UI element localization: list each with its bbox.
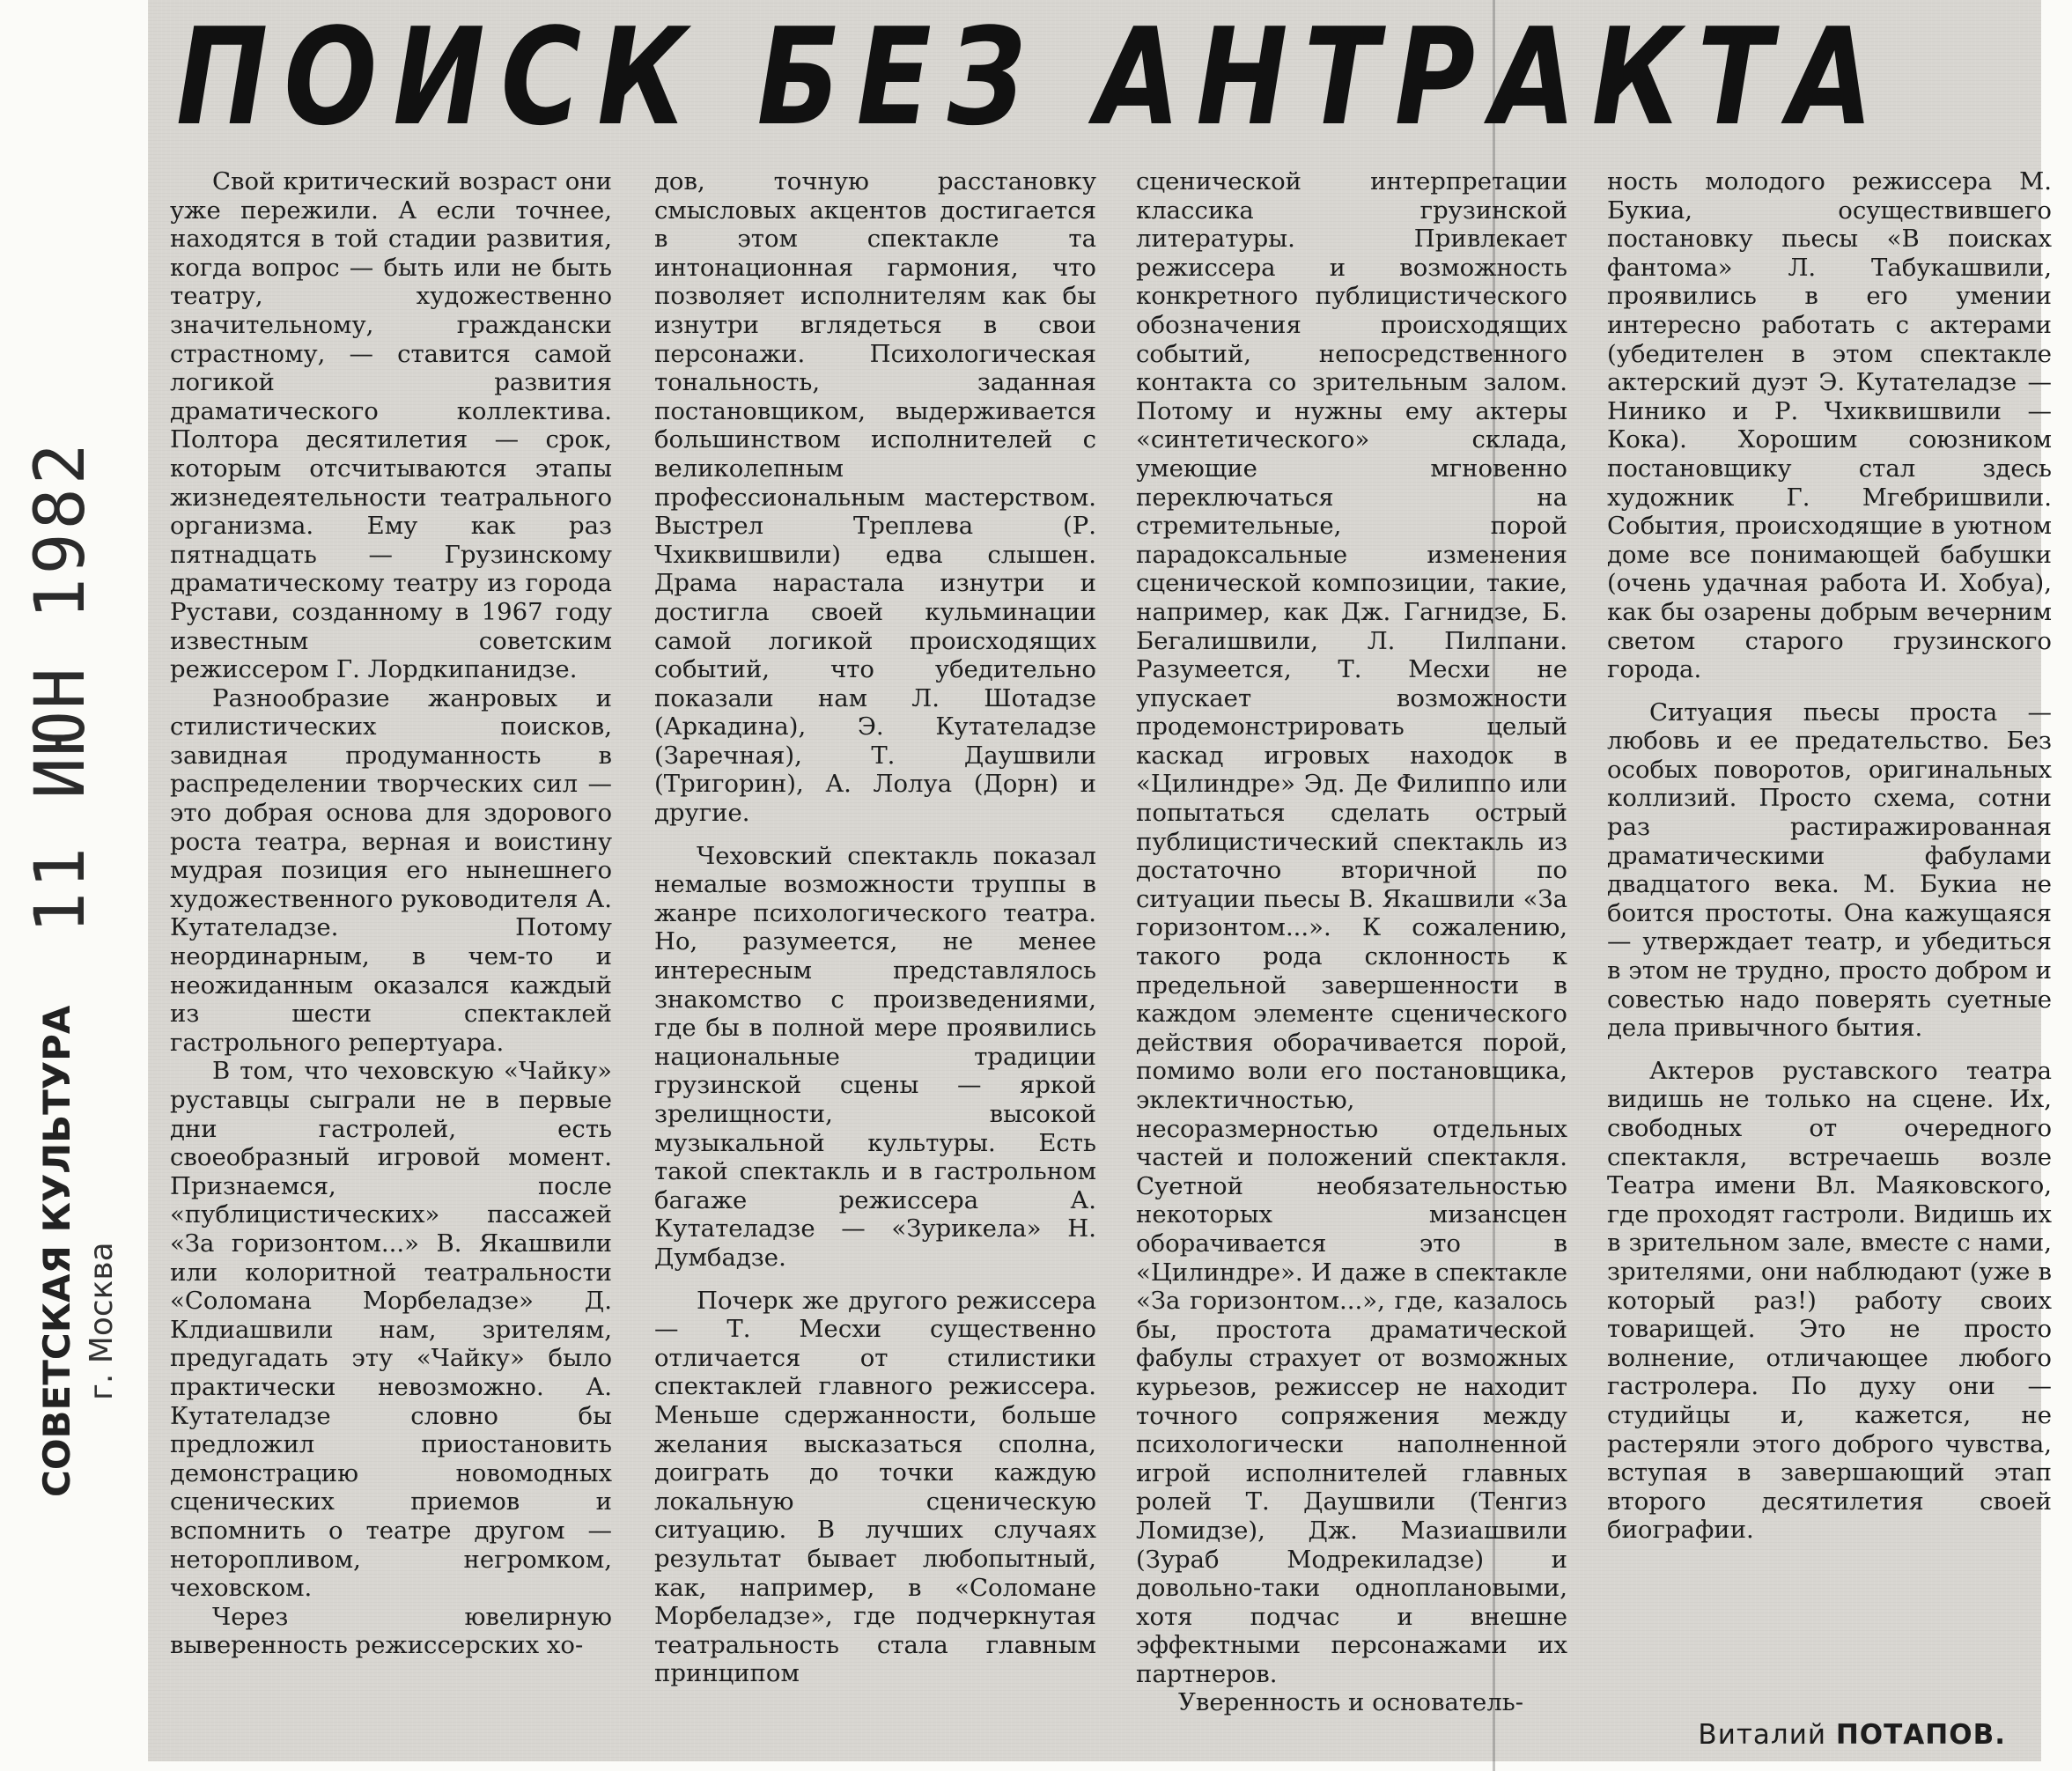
paragraph: Актеров руставского театра видишь не только на сцене. Их, свободных от очередного спектакля, встречаешь возле Театра имени Вл. Маяковского, где проходят гастроли. Видишь их в зрительном зале, вместе с нами, зрителями, они наблюдают (уже в который раз!) работу своих товарищей. Это не просто волнение, отличающее любого гастролера. По духу они — студийцы и, кажется, не растеряли этого доброго чувства, вступая в завершающий этап второго десятилетия своей биографии. xyxy=(1607,1056,2052,1545)
newspaper-name-stamp: СОВЕТСКАЯ КУЛЬТУРА xyxy=(35,1005,78,1497)
author-first-name: Виталий xyxy=(1698,1719,1826,1751)
author-surname: ПОТАПОВ. xyxy=(1835,1719,2006,1751)
article-headline: ПОИСК БЕЗ АНТРАКТА xyxy=(176,0,1890,155)
article-column-3 xyxy=(1136,167,1567,1717)
newspaper-city-stamp: г. Москва xyxy=(84,1242,120,1400)
paragraph: В том, что чеховскую «Чайку» руставцы сыграли не в первые дни гастролей, есть своеобразный игровой момент. Признаемся, после «публицистических» пассажей «За горизонтом...» В. Якашвили или колоритной театральности «Соломана Морбеладзе» Д. Клдиашвили нам, зрителям, предугадать эту «Чайку» было практически невозможно. А. Кутателадзе словно бы предложил приостановить демонстрацию новомодных сценических приемов и вспомнить о театре другом — неторопливом, негромком, чеховском. xyxy=(170,1057,612,1603)
paragraph: сценической интерпретации классика грузинской литературы. Привлекает режиссера и возможность конкретного публицистического обозначения происходящих событий, непосредственного контакта со зрительным залом. Потому и нужны ему актеры «синтетического» склада, умеющие мгновенно переключаться на стремительные, порой парадоксальные изменения сценической композиции, такие, например, как Дж. Гагнидзе, Б. Бегалишвили, Л. Пилпани. Разумеется, Т. Месхи не упускает возможности продемонстрировать целый каскад игровых находок в «Цилиндре» Эд. Де Филиппо или попытаться сделать острый публицистический спектакль из достаточно вторичной по ситуации пьесы В. Якашвили «За горизонтом...». К сожалению, такого рода склонность к предельной завершенности в каждом элементе сценического действия оборачивается порой, помимо воли его постановщика, эклектичностью, несоразмерностью отдельных частей и положений спектакля. Суетной необязательностью некоторых мизансцен оборачивается это в «Цилиндре». И даже в спектакле «За горизонтом...», где, казалось бы, простота драматической фабулы страхует от возможных курьезов, режиссер не находит точного сопряжения между психологически наполненной игрой исполнителей главных ролей Т. Даушвили (Тенгиз Ломидзе), Дж. Мазиашвили (Зураб Модрекиладзе) и довольно-таки одноплановыми, хотя подчас и внешне эффектными персонажами их партнеров. xyxy=(1136,167,1567,1688)
paragraph: Свой критический возраст они уже пережили. А если точнее, находятся в той стадии развития, когда вопрос — быть или не быть театру, художественно значительному, граждански страстному, — ставится самой логикой развития драматического коллектива. Полтора десятилетия — срок, которым отсчитываются этапы жизнедеятельности театрального организма. Ему как раз пятнадцать — Грузинскому драматическому театру из города Рустави, созданному в 1967 году известным советским режиссером Г. Лордкипанидзе. xyxy=(170,167,612,684)
article-column-2 xyxy=(654,167,1096,1688)
paragraph: ность молодого режиссера М. Букиа, осуществившего постановку пьесы «В поисках фантома» Л. Табукашвили, проявились в его умении интересно работать с актерами (убедителен в этом спектакле актерский дуэт Э. Кутателадзе — Нинико и Р. Чхиквишвили — Кока). Хорошим союзником постановщику стал здесь художник Г. Мгебришвили. События, происходящие в уютном доме все понимающей бабушки (очень удачная работа И. Хобуа), как бы озарены добрым вечерним светом старого грузинского города. xyxy=(1607,167,2052,684)
paragraph: Ситуация пьесы проста — любовь и ее предательство. Без особых поворотов, оригинальных коллизий. Просто схема, сотни раз растиражированная драматическими фабулами двадцатого века. М. Букиа не боится простоты. Она кажущаяся — утверждает театр, и убедиться в этом не трудно, просто добром и совестью надо поверять суетные дела привычного бытия. xyxy=(1607,697,2052,1043)
article-column-4 xyxy=(1607,167,2052,1545)
article-column-1 xyxy=(170,167,612,1660)
paragraph: Почерк же другого режиссера — Т. Месхи существенно отличается от стилистики спектаклей главного режиссера. Меньше сдержанности, больше желания высказаться сполна, доиграть до точки каждую локальную сценическую ситуацию. В лучших случаях результат бывает любопытный, как, например, в «Соломане Морбеладзе», где подчеркнутая театральность стала главным принципом xyxy=(654,1286,1096,1688)
paragraph: Разнообразие жанровых и стилистических поисков, завидная продуманность в распределении творческих сил — это добрая основа для здорового роста театра, верная и воистину мудрая позиция его нынешнего художественного руководителя А. Кутателадзе. Потому неординарным, в чем-то и неожиданным оказался каждый из шести спектаклей гастрольного репертуара. xyxy=(170,683,612,1057)
paragraph: Через ювелирную выверенность режиссерских хо- xyxy=(170,1602,612,1660)
author-byline xyxy=(1698,1719,2006,1751)
paragraph: дов, точную расстановку смысловых акцентов достигается в этом спектакле та интонационная гармония, что позволяет исполнителям как бы изнутри вглядеться в свои персонажи. Психологическая тональность, заданная постановщиком, выдерживается большинством исполнителей с великолепным профессиональным мастерством. Выстрел Треплева (Р. Чхиквишвили) едва слышен. Драма нарастала изнутри и достигла своей кульминации самой логикой происходящих событий, что убедительно показали нам Л. Шотадзе (Аркадина), Э. Кутателадзе (Заречная), Т. Даушвили (Тригорин), А. Лолуа (Дорн) и другие. xyxy=(654,167,1096,828)
paragraph: Чеховский спектакль показал немалые возможности труппы в жанре психологического театра. Но, разумеется, не менее интересным представлялось знакомство с произведениями, где бы в полной мере проявились национальные традиции грузинской сцены — яркой зрелищности, высокой музыкальной культуры. Есть такой спектакль и в гастрольном багаже режиссера А. Кутателадзе — «Зурикела» Н. Думбадзе. xyxy=(654,841,1096,1272)
date-stamp: 11 ИЮН 1982 xyxy=(21,439,100,933)
paragraph: Уверенность и основатель- xyxy=(1178,1688,1524,1717)
